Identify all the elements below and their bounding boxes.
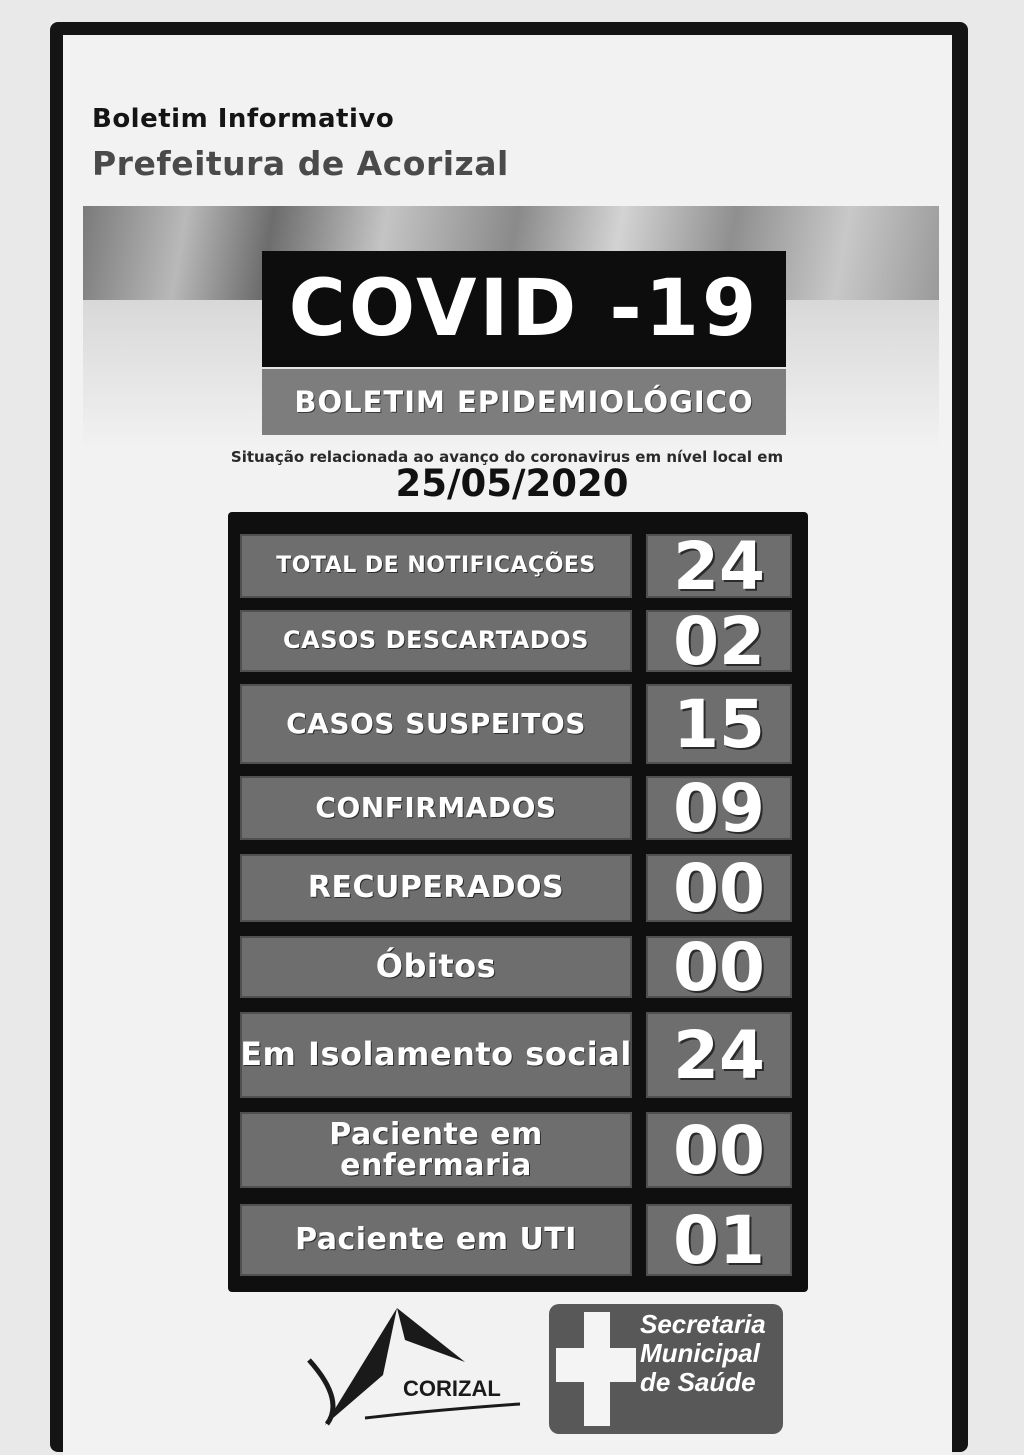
- stat-label: TOTAL DE NOTIFICAÇÕES: [240, 534, 632, 598]
- secretaria-line: Secretaria: [640, 1309, 766, 1339]
- stat-label: Óbitos: [240, 936, 632, 998]
- stat-label: Paciente em enfermaria: [240, 1112, 632, 1188]
- bulletin-date: 25/05/2020: [395, 462, 629, 505]
- stat-label: CASOS DESCARTADOS: [240, 610, 632, 672]
- stat-value: 02: [646, 610, 792, 672]
- stat-value: 09: [646, 776, 792, 840]
- acorizal-logo: [305, 1300, 525, 1430]
- stat-value: 15: [646, 684, 792, 764]
- stat-value: 24: [646, 534, 792, 598]
- secretaria-line: de Saúde: [640, 1367, 756, 1398]
- stat-value: 01: [646, 1204, 792, 1276]
- stat-label: RECUPERADOS: [240, 854, 632, 922]
- stat-value: 00: [646, 1112, 792, 1188]
- header-subtitle: Prefeitura de Acorizal: [92, 144, 509, 183]
- situation-text: Situação relacionada ao avanço do coronavirus em nível local em: [230, 448, 784, 466]
- secretaria-logo-text: [640, 1310, 780, 1397]
- stat-value: 00: [646, 936, 792, 998]
- acorizal-logo-text: CORIZAL: [403, 1376, 501, 1401]
- secretaria-line: Municipal: [640, 1338, 760, 1369]
- stat-label: CASOS SUSPEITOS: [240, 684, 632, 764]
- stat-label: Paciente em UTI: [240, 1204, 632, 1276]
- stat-label: Em Isolamento social: [240, 1012, 632, 1098]
- health-cross-icon-bar: [556, 1348, 636, 1382]
- stat-value: 24: [646, 1012, 792, 1098]
- bulletin-subtitle: BOLETIM EPIDEMIOLÓGICO: [262, 369, 786, 435]
- stats-board: [228, 512, 808, 1292]
- covid-title: COVID -19: [262, 251, 786, 367]
- stat-value: 00: [646, 854, 792, 922]
- stat-label: CONFIRMADOS: [240, 776, 632, 840]
- header-title: Boletim Informativo: [92, 104, 395, 134]
